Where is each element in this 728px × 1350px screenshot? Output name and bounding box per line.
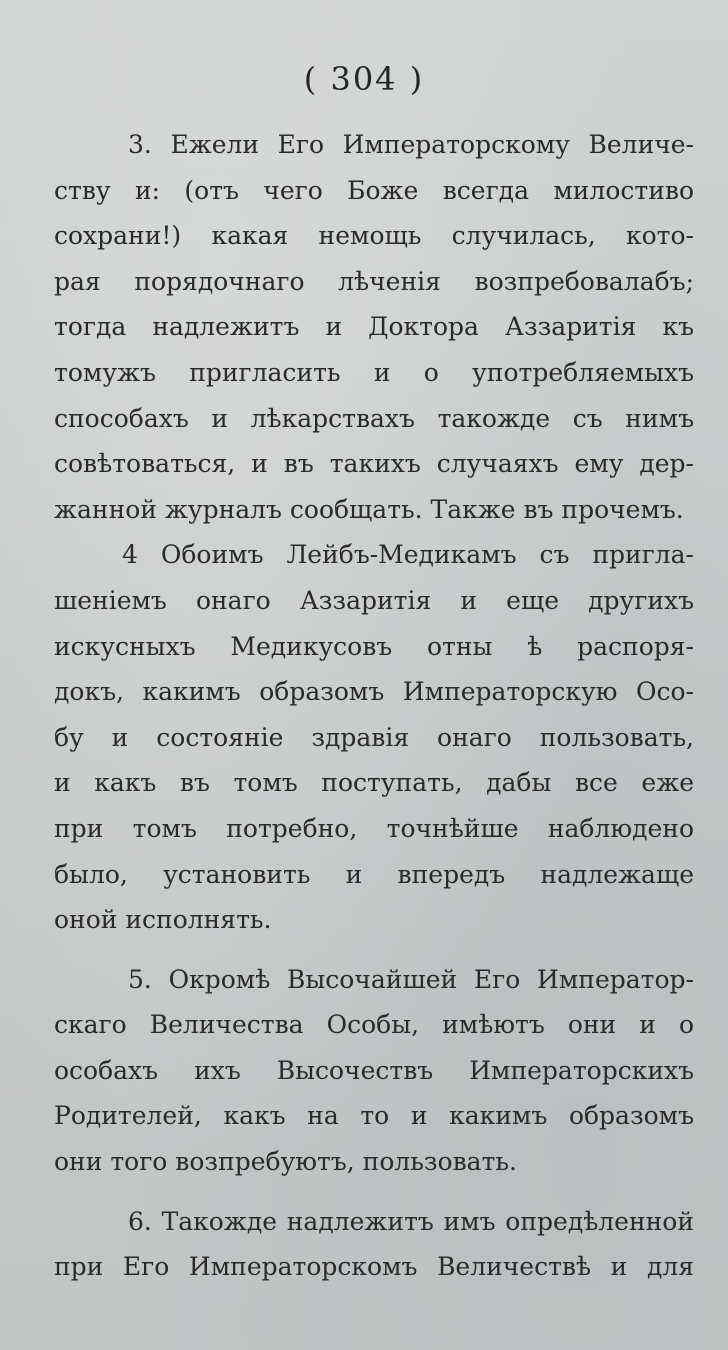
page-text: [54, 122, 694, 1290]
text-line: томужъ пригласить и о употребляемыхъ: [54, 357, 694, 387]
text-line: ству и: (отъ чего Боже всегда милостиво: [54, 175, 694, 205]
paragraph-gap: [54, 943, 694, 957]
text-line: было, установить и впередъ надлежаще: [54, 859, 694, 889]
text-line: 4 Обоимъ Лейбъ-Медикамъ съ пригла-: [122, 540, 694, 570]
paragraph-6: [54, 1199, 694, 1290]
text-line: рая порядочнаго лѣченія возпребовалабъ;: [54, 266, 694, 296]
paragraph-gap: [54, 1185, 694, 1199]
text-line: бу и состояніе здравія онаго пользовать,: [54, 722, 694, 752]
text-line: докъ, какимъ образомъ Императорскую Осо-: [54, 677, 694, 707]
text-line: 5. Окромѣ Высочайшей Его Император-: [128, 964, 694, 994]
text-line: способахъ и лѣкарствахъ такожде съ нимъ: [54, 403, 694, 433]
text-line: они того возпребуютъ, пользовать.: [54, 1147, 517, 1177]
text-line: при Его Императорскомъ Величествѣ и для: [54, 1252, 694, 1282]
text-line: при томъ потребно, точнѣйше наблюдено: [54, 813, 694, 843]
text-line: искусныхъ Медикусовъ отны ѣ распоря-: [54, 631, 694, 661]
paragraph-4: [54, 532, 694, 942]
page-number: ( 304 ): [303, 60, 425, 98]
text-line: совѣтоваться, и въ такихъ случаяхъ ему дер-: [54, 449, 694, 479]
text-line: оной исполнять.: [54, 905, 272, 935]
paragraph-5: [54, 957, 694, 1185]
text-line: шеніемъ онаго Аззаритія и еще другихъ: [54, 585, 694, 615]
text-line: 3. Ежели Его Императорскому Величе-: [128, 130, 694, 159]
text-line: тогда надлежитъ и Доктора Аззаритія къ: [54, 312, 694, 342]
text-line: сохрани!) какая немощь случилась, кото-: [54, 221, 694, 251]
text-line: 6. Такожде надлежитъ имъ опредѣленной: [128, 1206, 694, 1236]
text-line: Родителей, какъ на то и какимъ образомъ: [54, 1101, 694, 1131]
text-line: скаго Величества Особы, имѣютъ они и о: [54, 1010, 694, 1040]
paragraph-3: [54, 122, 694, 532]
text-line: особахъ ихъ Высочествъ Императорскихъ: [54, 1055, 694, 1085]
text-line: жанной журналъ сообщать. Также въ прочемъ.: [54, 494, 684, 524]
text-line: и какъ въ томъ поступать, дабы все еже: [54, 768, 694, 798]
